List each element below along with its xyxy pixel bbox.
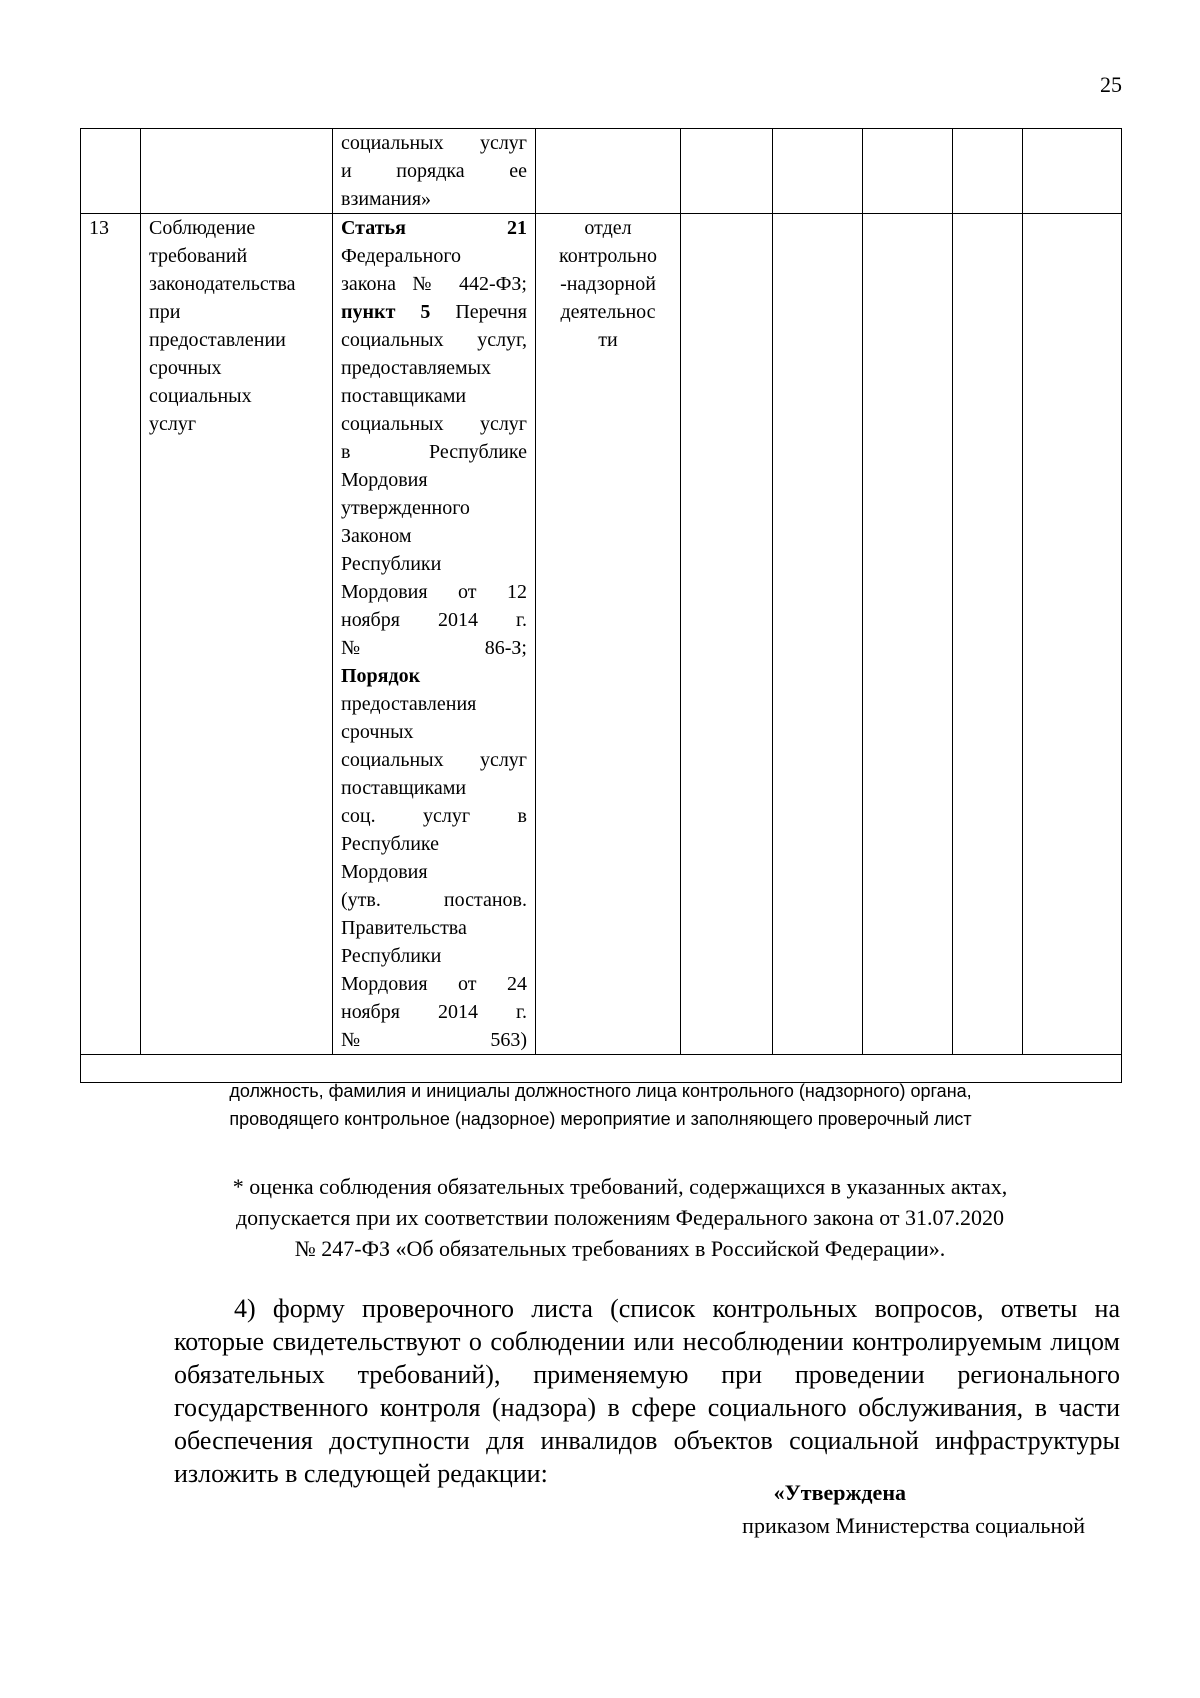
approval-ministry-line: приказом Министерства социальной (742, 1513, 1085, 1538)
cell-comment (1023, 214, 1122, 1055)
reference-text: соц. услуг в (341, 805, 527, 827)
cell-line (341, 214, 527, 242)
reference-text: поставщиками (341, 777, 467, 799)
page-number: 25 (1100, 72, 1122, 97)
cell-line (341, 1026, 527, 1054)
cell-line: Соблюдение (149, 217, 256, 239)
cell-answer-na (863, 214, 953, 1055)
reference-text: Федерального (341, 245, 462, 267)
reference-text: Республики (341, 553, 442, 575)
cell-line (341, 718, 527, 746)
cell-line: ти (598, 329, 618, 351)
cell-line (341, 410, 527, 438)
bold-reference: Статья 21 (341, 217, 527, 239)
cell-line: законодательства (149, 273, 296, 295)
legal-reference (333, 214, 536, 1055)
cell-line (341, 494, 527, 522)
checklist-table (80, 128, 1122, 1083)
cell-line: -надзорной (560, 273, 656, 295)
reference-text: в Республике (341, 441, 527, 463)
cell-line (341, 382, 527, 410)
amendment-paragraph: 4) форму проверочного листа (список контрольных вопросов, ответы на которые свидетельствуют о соблюдении или несоблюдении контролируемым лицом обязательных требований), применяемую при проведении регионального государственного контроля (надзора) в сфере социального обслуживания, в части обеспечения доступности для инвалидов объектов социальной инфраструктуры изложить в следующей редакции: (174, 1294, 1120, 1488)
table-row-13 (81, 214, 1122, 1055)
reference-text: № 563) (341, 1029, 527, 1051)
cell-line (341, 270, 527, 298)
reference-text: Мордовия (341, 469, 428, 491)
cell-line (341, 578, 527, 606)
cell-line: и порядка ее (341, 160, 527, 182)
cell-line (341, 354, 527, 382)
cell-line (341, 970, 527, 998)
cell-note (953, 214, 1023, 1055)
cell-line (341, 550, 527, 578)
cell-line (341, 858, 527, 886)
cell-answer-no (773, 214, 863, 1055)
cell-line (341, 830, 527, 858)
footnote-line: № 247-ФЗ «Об обязательных требованиях в Российской Федерации». (294, 1236, 946, 1261)
cell-description (141, 129, 333, 214)
reference-text: Мордовия (341, 861, 428, 883)
cell-line (341, 942, 527, 970)
cell-answer-no (773, 129, 863, 214)
table-row-continuation (81, 129, 1122, 214)
reference-text: предоставления (341, 693, 477, 715)
cell-line (341, 242, 527, 270)
cell-comment (1023, 129, 1122, 214)
reference-text: утвержденного (341, 497, 470, 519)
cell-requirement (333, 129, 536, 214)
cell-line (341, 298, 527, 326)
cell-answer-na (863, 129, 953, 214)
bold-reference: пункт 5 (341, 301, 431, 323)
reference-text: Республике (341, 833, 440, 855)
cell-line (341, 522, 527, 550)
reference-text: (утв. постанов. (341, 889, 527, 911)
reference-text: закона № 442-ФЗ; (341, 273, 527, 295)
cell-line: социальных услуг (341, 132, 527, 154)
reference-text: срочных (341, 721, 414, 743)
cell-line: услуг (149, 413, 197, 435)
reference-text: Правительства (341, 917, 467, 939)
cell-line (341, 466, 527, 494)
reference-text: Мордовия от 12 (341, 581, 527, 603)
cell-line (341, 326, 527, 354)
cell-line: социальных (149, 385, 252, 407)
cell-note (953, 129, 1023, 214)
cell-line (341, 438, 527, 466)
cell-answer-yes (681, 129, 773, 214)
cell-line: контрольно (559, 245, 657, 267)
footnote (120, 1171, 1120, 1264)
reference-text: ноября 2014 г. (341, 1001, 527, 1023)
cell-number (81, 129, 141, 214)
footnote-line: допускается при их соответствии положениям Федерального закона от 31.07.2020 (235, 1205, 1005, 1230)
signature-caption-line: должность, фамилия и инициалы должностного лица контрольного (надзорного) органа, (229, 1081, 972, 1101)
reference-text: социальных услуг, (341, 329, 527, 351)
cell-line (341, 662, 527, 690)
reference-text: социальных услуг (341, 413, 527, 435)
signature-caption (80, 1077, 1121, 1133)
cell-line (341, 914, 527, 942)
reference-text: Законом (341, 525, 412, 547)
cell-line: требований (149, 245, 248, 267)
reference-text: социальных услуг (341, 749, 527, 771)
cell-line (341, 634, 527, 662)
reference-text: Мордовия от 24 (341, 973, 527, 995)
cell-line (341, 774, 527, 802)
cell-answer-yes (681, 214, 773, 1055)
requirement-description (141, 214, 333, 1055)
reference-text: № 86-З; (341, 637, 527, 659)
cell-line (341, 690, 527, 718)
cell-line (341, 606, 527, 634)
bold-reference: Порядок (341, 665, 421, 687)
cell-line: отдел (584, 217, 632, 239)
signature-caption-line: проводящего контрольное (надзорное) мероприятие и заполняющего проверочный лист (229, 1109, 972, 1129)
footnote-line: * оценка соблюдения обязательных требований, содержащихся в указанных актах, (232, 1174, 1008, 1199)
cell-line: деятельнос (560, 301, 656, 323)
cell-line: срочных (149, 357, 222, 379)
reference-text: Республики (341, 945, 442, 967)
reference-text: поставщиками (341, 385, 467, 407)
reference-text: ноября 2014 г. (341, 609, 527, 631)
cell-line (341, 802, 527, 830)
cell-line (341, 886, 527, 914)
cell-line (341, 998, 527, 1026)
approved-label: «Утверждена (773, 1480, 906, 1505)
cell-line: при (149, 301, 181, 323)
reference-text: Перечня (430, 301, 527, 323)
responsible-department (536, 214, 681, 1055)
reference-text: предоставляемых (341, 357, 492, 379)
cell-line: предоставлении (149, 329, 286, 351)
row-number: 13 (81, 214, 141, 1055)
cell-line: взимания» (341, 188, 432, 210)
cell-line (341, 746, 527, 774)
cell-responsible (536, 129, 681, 214)
